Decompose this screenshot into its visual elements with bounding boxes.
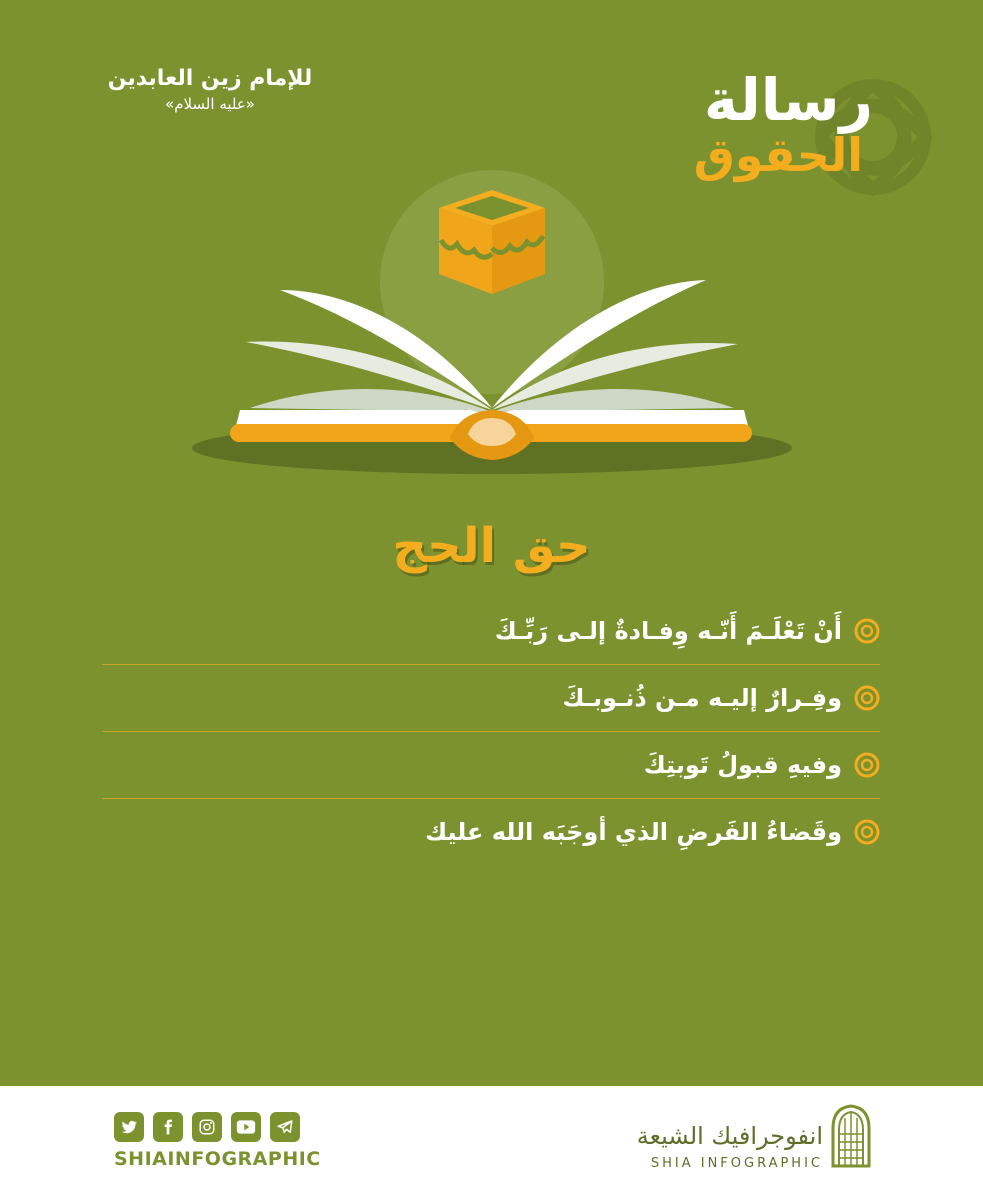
telegram-icon[interactable] [270,1112,300,1142]
ornament-bullet-icon [854,752,880,778]
list-item [102,598,880,665]
rights-list [102,598,880,865]
ornament-bullet-icon [854,819,880,845]
twitter-icon[interactable] [114,1112,144,1142]
author-block [100,66,320,113]
kaaba-icon [439,190,545,294]
social-links [114,1112,300,1142]
social-handle: SHIAINFOGRAPHIC [114,1148,321,1170]
list-item [102,799,880,865]
ornament-bullet-icon [854,618,880,644]
ornament-bullet-icon [854,685,880,711]
instagram-icon[interactable] [192,1112,222,1142]
list-item-text: وفيهِ قبولُ تَوبتِكَ [643,751,842,779]
author-name: للإمام زين العابدين [107,66,313,91]
title-line-2: الحقوق [693,127,863,182]
author-honorific: «عليه السلام» [165,95,255,113]
title-block [613,66,873,182]
list-item-text: وفِـرارٌ إليـه مـن ذُنـوبـكَ [562,684,842,712]
section-title: حق الحج [392,518,591,574]
brand-block [637,1122,823,1171]
brand-name-english: SHIA INFOGRAPHIC [650,1156,823,1171]
title-line-1: رسالة [703,66,873,134]
footer [0,1086,983,1200]
list-item-text: وقَضاءُ الفَرضِ الذي أوجَبَه الله عليك [425,818,842,846]
brand-name-arabic: انفوجرافيك الشيعة [636,1122,823,1150]
list-item-text: أَنْ تَعْلَـمَ أَنّـه وِفـادةٌ إلـى رَبِّـكَ [494,617,842,645]
mosque-window-logo-icon [831,1104,871,1168]
youtube-icon[interactable] [231,1112,261,1142]
book-kaaba-illustration [0,170,983,500]
facebook-icon[interactable] [153,1112,183,1142]
list-item [102,732,880,799]
list-item [102,665,880,732]
